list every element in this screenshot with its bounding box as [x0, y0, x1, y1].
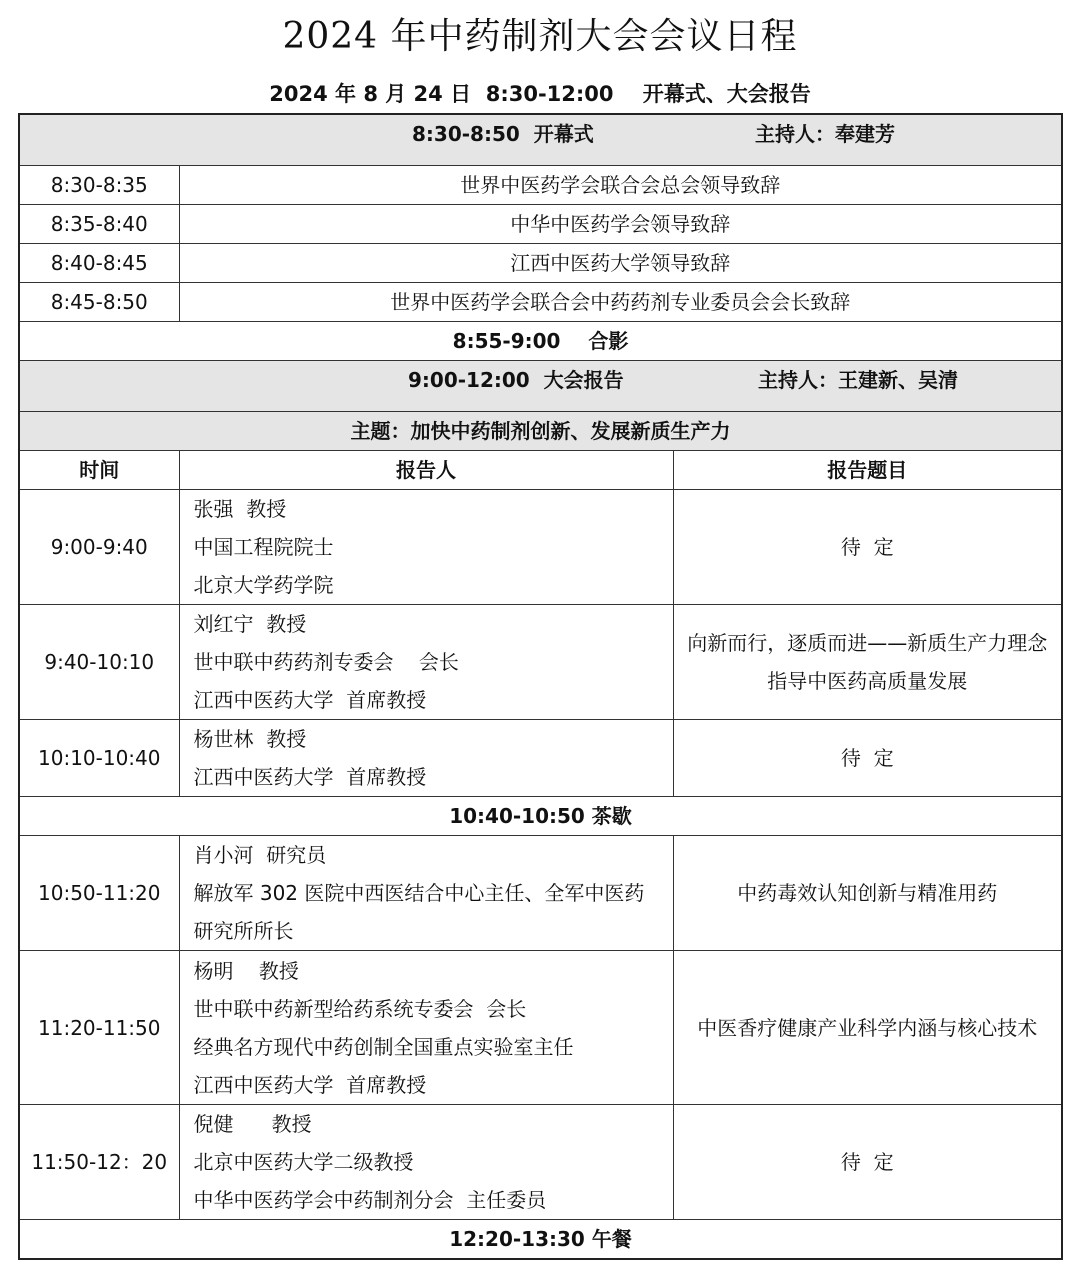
speaker-line: 世中联中药药剂专委会 会长 [193, 650, 459, 674]
opening-time-label: 8:30-8:50 开幕式 [412, 122, 594, 146]
talk-topic [673, 951, 1062, 1105]
report-time-label: 9:00-12:00 大会报告 [408, 368, 624, 392]
talk-topic-text: 向新而行，逐质而进——新质生产力理念指导中医药高质量发展 [687, 631, 1048, 693]
photo-label: 8:55-9:00 合影 [19, 322, 1062, 361]
page-title: 2024 年中药制剂大会会议日程 [282, 16, 798, 57]
column-header-time: 时间 [19, 451, 179, 490]
speaker-line: 杨世林 教授 [193, 727, 307, 751]
talk-topic: 待 定 [673, 1105, 1062, 1220]
photo-row [19, 322, 1062, 361]
opening-row [19, 283, 1062, 322]
opening-item: 江西中医药大学领导致辞 [179, 244, 1062, 283]
opening-time: 8:35-8:40 [19, 205, 179, 244]
talk-row [19, 605, 1062, 720]
column-header-topic: 报告题目 [673, 451, 1062, 490]
schedule-table [18, 113, 1063, 1260]
speaker-line: 刘红宁 教授 [193, 612, 307, 636]
session-theme: 主题：加快中药制剂创新、发展新质生产力 [19, 412, 1062, 451]
speaker-line: 中国工程院院士 [193, 535, 334, 559]
speaker-line: 中华中医药学会中药制剂分会 主任委员 [193, 1188, 547, 1212]
lunch-row [19, 1220, 1062, 1260]
speaker-line: 经典名方现代中药创制全国重点实验室主任 [193, 1034, 574, 1059]
opening-row [19, 205, 1062, 244]
talk-time: 11:50-12：20 [19, 1105, 179, 1220]
talk-speaker [179, 720, 673, 797]
talk-row [19, 490, 1062, 605]
speaker-line: 北京中医药大学二级教授 [193, 1150, 414, 1174]
opening-row [19, 244, 1062, 283]
talk-row [19, 1105, 1062, 1220]
talk-speaker [179, 951, 673, 1105]
talk-time: 9:00-9:40 [19, 490, 179, 605]
column-header-row [19, 451, 1062, 490]
speaker-line: 杨明 教授 [193, 958, 299, 983]
opening-header-row [19, 114, 1062, 166]
talk-time: 9:40-10:10 [19, 605, 179, 720]
speaker-line: 张强 教授 [193, 497, 287, 521]
talk-speaker [179, 1105, 673, 1220]
opening-item: 世界中医药学会联合会中药药剂专业委员会会长致辞 [179, 283, 1062, 322]
opening-item: 中华中医药学会领导致辞 [179, 205, 1062, 244]
talk-row [19, 951, 1062, 1105]
talk-time: 11:20-11:50 [19, 951, 179, 1105]
talk-topic: 待 定 [673, 720, 1062, 797]
opening-host: 主持人：奉建芳 [755, 122, 895, 146]
report-host: 主持人：王建新、吴清 [758, 368, 958, 392]
talk-row [19, 720, 1062, 797]
report-header-row [19, 361, 1062, 412]
opening-time: 8:45-8:50 [19, 283, 179, 322]
speaker-line: 江西中医药大学 首席教授 [193, 1072, 427, 1097]
opening-time: 8:30-8:35 [19, 166, 179, 205]
page-subtitle: 2024 年 8 月 24 日 8:30-12:00 开幕式、大会报告 [269, 82, 811, 106]
talk-time: 10:50-11:20 [19, 836, 179, 951]
talk-speaker [179, 490, 673, 605]
opening-row [19, 166, 1062, 205]
speaker-line: 世中联中药新型给药系统专委会 会长 [193, 996, 527, 1021]
talk-row [19, 836, 1062, 951]
talk-time: 10:10-10:40 [19, 720, 179, 797]
speaker-line: 江西中医药大学 首席教授 [193, 688, 427, 712]
theme-row [19, 412, 1062, 451]
tea-break-label: 10:40-10:50 茶歇 [19, 797, 1062, 836]
opening-time: 8:40-8:45 [19, 244, 179, 283]
speaker-line: 肖小河 研究员 [193, 843, 327, 867]
talk-topic-text: 中医香疗健康产业科学内涵与核心技术 [697, 1015, 1038, 1040]
talk-topic: 待 定 [673, 490, 1062, 605]
speaker-line: 北京大学药学院 [193, 573, 334, 597]
speaker-line: 倪健 教授 [193, 1112, 312, 1136]
talk-speaker [179, 836, 673, 951]
speaker-line: 解放军 302 医院中西医结合中心主任、全军中医药研究所所长 [193, 881, 645, 943]
talk-topic [673, 605, 1062, 720]
talk-topic: 中药毒效认知创新与精准用药 [673, 836, 1062, 951]
column-header-speaker: 报告人 [179, 451, 673, 490]
lunch-label: 12:20-13:30 午餐 [19, 1220, 1062, 1260]
speaker-line: 江西中医药大学 首席教授 [193, 765, 427, 789]
tea-break-row [19, 797, 1062, 836]
talk-speaker [179, 605, 673, 720]
opening-item: 世界中医药学会联合会总会领导致辞 [179, 166, 1062, 205]
